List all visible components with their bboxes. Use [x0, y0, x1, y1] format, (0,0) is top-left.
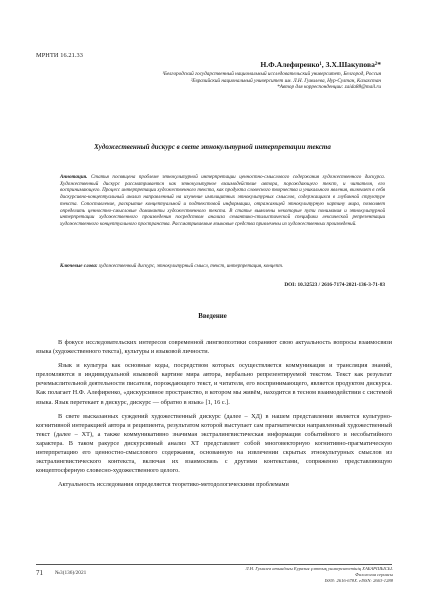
abstract-label: Аннотация.	[60, 174, 88, 180]
article-title: Художественный дискурс в свете этнокультурной интерпретации текста	[94, 143, 331, 151]
affiliation-2: ²Евразийский национальный университет им. Л.Н. Гумилева, Нур-Султан, Казахстан	[190, 77, 381, 84]
paragraph: Язык и культура как основные коды, посредством которых осуществляется коммуникация и трансляция знаний, преломляются в индивидуальной языковой картине мира автора, вербально репрезентируемой текстом. Текст как результат речемыслительной деятельности писателя, порождающего текст, и читателя, его воспринимающего, является продуктом дискурса. Как полагает Н.Ф. Алефиренко, «дискурсивное пространство, в котором мы живём, находится в тесном взаимодействии с системой языка. Язык перетекает в дискурс, дискурс — обратно в язык» [1, 16 с.].	[36, 362, 392, 406]
keywords	[60, 263, 385, 270]
author-block	[51, 60, 381, 91]
doi: DOI: 10.32523 / 2616-7174-2021-136-3-71-83	[284, 282, 385, 288]
footer-divider	[36, 564, 392, 565]
abstract-text: Статья посвящена проблеме этнокультурной интерпретации ценностно-смыслового содержания художественного дискурса. Художественный дискурс рассматривается как этнокультурное взаимодействие автора, порождающего текст, и читателя, его воспринимающего. Процесс интерпретации художественного текста, как продукта словесного творчества и уникального явления, включает в себя дискурсивно-концептуальный анализ направленный на изучение имплицитных этнокультурных смыслов, содержащихся в глубинной структуре текста. Сопоставление, раскрытие концептуальной и подтекстовой информации, отражающей этнокультурную картину мира, позволяет определить ценностно-смысловые доминанты художественного текста. В статье выявлены некоторые пути понимания и этнокультурной интерпретации художественного произведения посредством анализа семантико-стилистической специфики лексической репрезентации художественного концептуального пространства. Рассматриваемые языковые средства привлечены из художественных произведений.	[60, 174, 386, 227]
journal-series: Филология сериясы	[355, 572, 393, 578]
udc-code: МРНТИ 16.21.33	[36, 52, 84, 59]
journal-info	[193, 566, 393, 584]
affiliation-1: ¹Белгородский государственный национальный исследовательский университет, Белгород, Россия	[162, 71, 381, 77]
journal-issn: ISSN: 2616-678X. eISSN: 2663-1288	[324, 578, 393, 584]
issue-number: №3(136)/2021	[55, 570, 87, 576]
body-text	[36, 338, 392, 494]
corresponding-author: *Автор для корреспонденции: zaida88@mail.ru	[277, 84, 381, 91]
keywords-text: художественный дискурс, этнокультурный смысл, текст, интерпретация, концепт.	[98, 263, 284, 269]
abstract	[60, 174, 385, 228]
page-number: 71	[36, 569, 43, 577]
paragraph: В свете высказанных суждений художественный дискурс (далее – ХД) в нашем представлении является культурно-когнитивной интеракцией автора и реципиента, результатом которой выступает сам прагматически направленный художественный текст (далее – ХТ), а также коммуникативно значимая экстралингвистическая информация событийного и несобытийного характера. В таком ракурсе дискурсивный анализ ХТ представляет собой многовекторную когнитивно-прагматическую интерпретацию его ценностно-смыслового содержания, основанную на извлечении скрытых этнокультурных смыслов из экстралингвистического контекста, включая их взаимосвязь с другими контекстами, сопряженно представляющую концептосферную словесно-художественного целого.	[36, 412, 392, 475]
keywords-label: Ключевые слова:	[60, 263, 98, 269]
journal-name: Л.Н. Гумилев атындағы Еуразия ұлттық университетінің ХАБАРШЫСЫ.	[245, 566, 393, 571]
author-names: Н.Ф.Алефиренко¹, З.Х.Шакупова²*	[260, 60, 381, 69]
section-title: Введение	[198, 313, 227, 320]
paragraph: Актуальность исследования определяется теоретико-методологическими проблемами	[58, 481, 289, 489]
paragraph: В фокусе исследовательских интересов современной лингвопоэтики сохраняют свою актуальность вопросы взаимосвязи языка (художественного текста), культуры и языковой личности.	[36, 339, 392, 356]
